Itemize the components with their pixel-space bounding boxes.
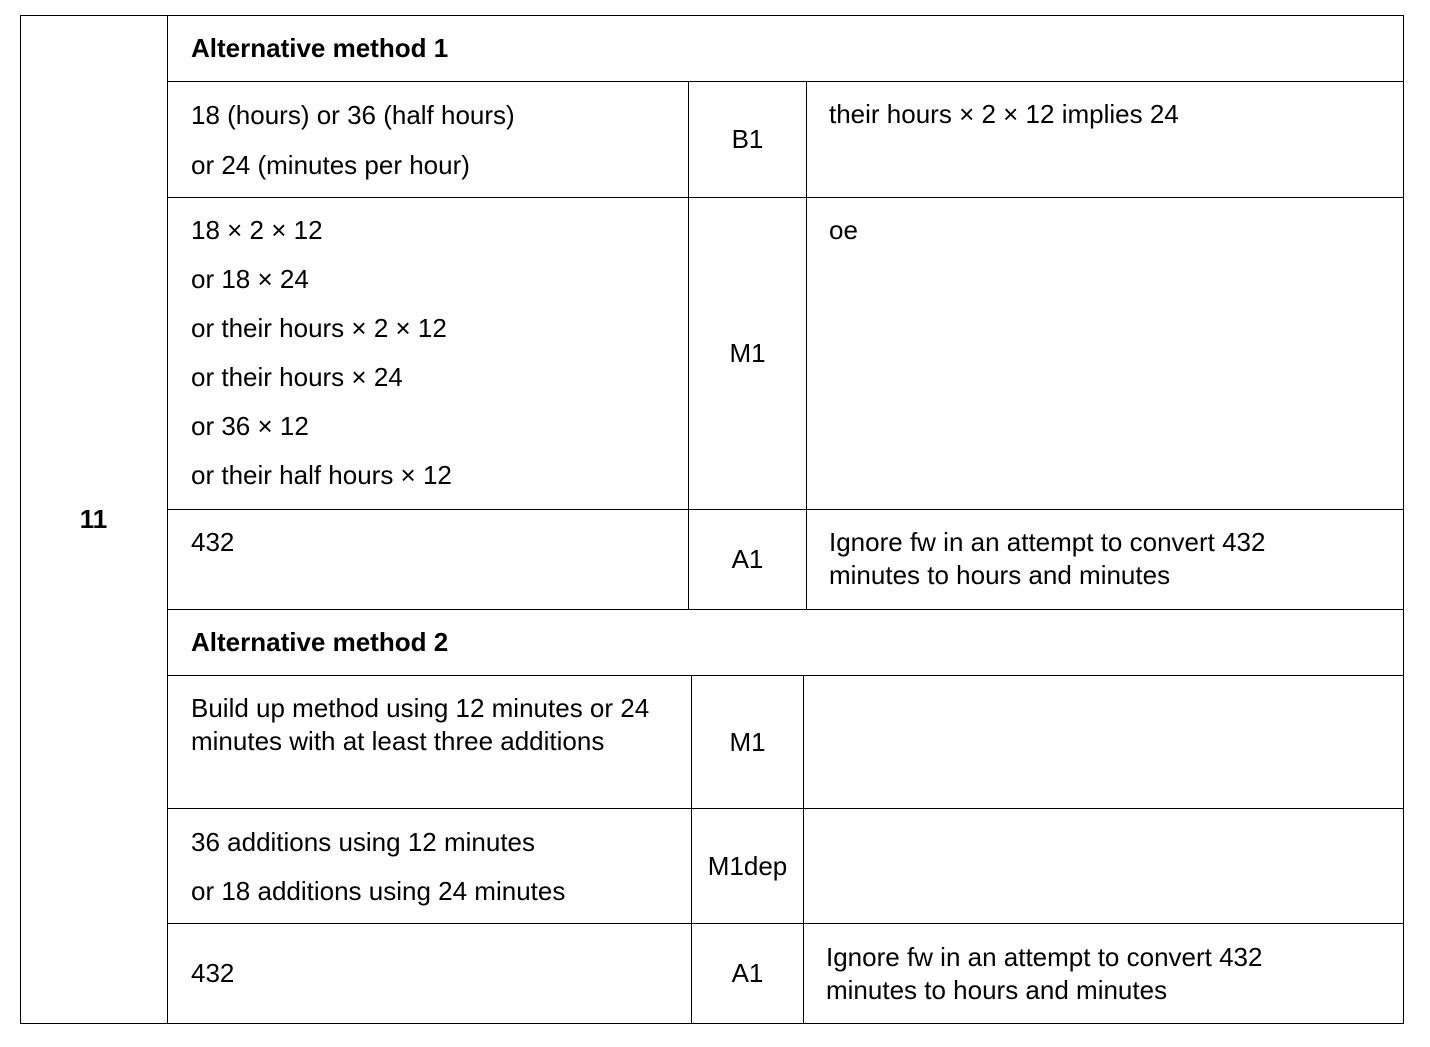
- alt1-row2-answer: [168, 198, 688, 509]
- alt1-row1-answer: [168, 82, 688, 197]
- alt1-row2-mark: M1: [729, 338, 766, 368]
- answer-line: 18 × 2 × 12: [191, 215, 323, 245]
- alt1-row1-comment: their hours × 2 × 12 implies 24: [829, 99, 1179, 129]
- answer-line: 432: [191, 527, 235, 557]
- answer-line: 18 (hours) or 36 (half hours): [191, 100, 515, 130]
- alt2-row3-answer: [168, 924, 691, 1023]
- alt2-row2-mark: M1dep: [707, 850, 788, 881]
- rule-bottom: [20, 1023, 1404, 1024]
- alt2-row3-mark: A1: [731, 958, 764, 988]
- alt2-heading: Alternative method 2: [191, 627, 449, 657]
- alt2-row2-comment: [804, 809, 1403, 923]
- alt2-row1-mark: M1: [729, 726, 766, 757]
- rule-right: [1403, 15, 1404, 1024]
- alt2-row2-answer: [168, 809, 691, 923]
- alt2-row3-comment: Ignore fw in an attempt to convert 432 minutes to hours and minutes: [826, 942, 1263, 1005]
- answer-line: or their hours × 2 × 12: [191, 313, 447, 343]
- alt1-row3-comment: Ignore fw in an attempt to convert 432 minutes to hours and minutes: [829, 527, 1266, 590]
- alt1-row3-mark: A1: [731, 544, 764, 574]
- answer-line: 432: [191, 958, 235, 988]
- answer-line: 36 additions using 12 minutes: [191, 827, 536, 857]
- alt2-row1-answer: Build up method using 12 minutes or 24 minutes with at least three additions: [191, 693, 650, 756]
- alt1-row2-comment: oe: [829, 215, 858, 245]
- answer-line: or their hours × 24: [191, 362, 403, 392]
- answer-line: or 24 (minutes per hour): [191, 150, 470, 180]
- alt2-row1-comment: [804, 676, 1403, 808]
- answer-line: or their half hours × 12: [191, 460, 452, 490]
- alt1-heading: Alternative method 1: [191, 33, 449, 63]
- answer-line: or 18 × 24: [191, 264, 309, 294]
- answer-line: or 18 additions using 24 minutes: [191, 876, 566, 906]
- answer-line: or 36 × 12: [191, 411, 309, 441]
- alt1-row3-answer: [168, 510, 688, 609]
- alt1-row1-mark: B1: [731, 124, 764, 154]
- question-number: 11: [79, 503, 108, 534]
